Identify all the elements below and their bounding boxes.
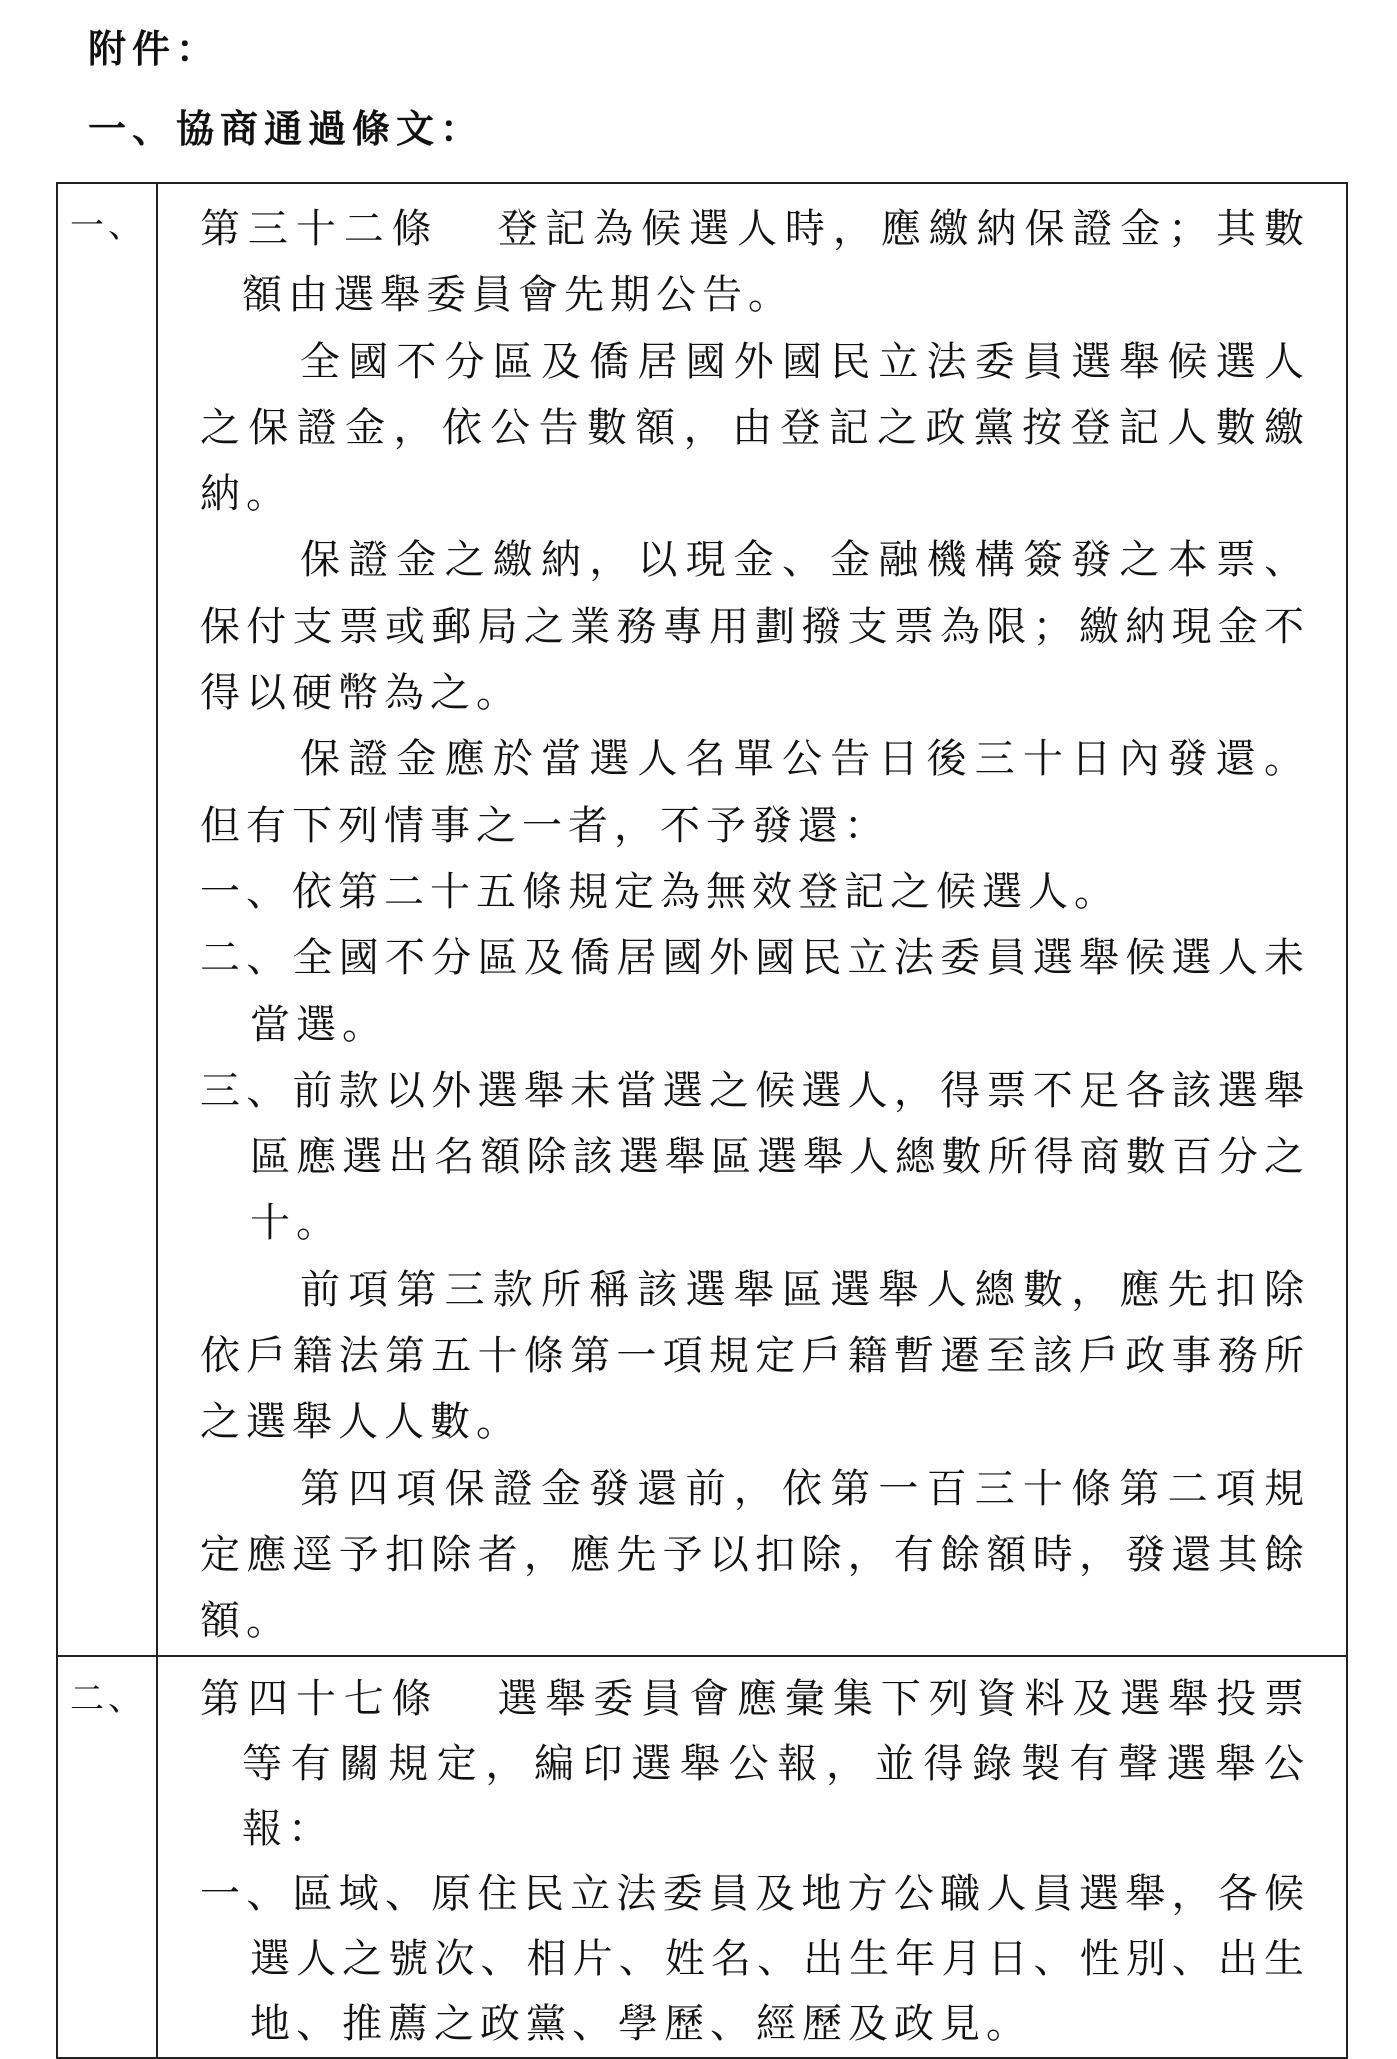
section-title: 一、協商通過條文： bbox=[88, 107, 485, 151]
article-lead-text: 登記為候選人時，應繳納保證金；其數額由選舉委員會先期公告。 bbox=[242, 206, 1311, 319]
table-row bbox=[57, 1656, 1347, 2058]
article-lead-paragraph bbox=[200, 196, 1310, 329]
article-paragraph: 保證金應於當選人名單公告日後三十日內發還。但有下列情事之一者，不予發還： bbox=[200, 736, 1310, 849]
table-row bbox=[57, 183, 1347, 1656]
article-content bbox=[157, 183, 1347, 1656]
article-title: 第四十七條 bbox=[200, 1675, 440, 1722]
article-item: 一、區域、原住民立法委員及地方公職人員選舉，各候選人之號次、相片、姓名、出生年月日、性別、出生地、推薦之政黨、學歷、經歷及政見。 bbox=[200, 1870, 1310, 2047]
article-lead-text: 選舉委員會應彙集下列資料及選舉投票等有關規定，編印選舉公報，並得錄製有聲選舉公報： bbox=[242, 1675, 1311, 1852]
article-item: 二、全國不分區及僑居國外國民立法委員選舉候選人未當選。 bbox=[200, 935, 1310, 1048]
article-title: 第三十二條 bbox=[200, 206, 440, 252]
article-item: 三、前款以外選舉未當選之候選人，得票不足各該選舉區應選出名額除該選舉區選舉人總數所得商數百分之十。 bbox=[200, 1067, 1310, 1247]
article-content bbox=[157, 1656, 1347, 2058]
article-item: 一、依第二十五條規定為無效登記之候選人。 bbox=[200, 868, 1120, 915]
row-number: 二、 bbox=[57, 1656, 157, 2058]
row-number: 一、 bbox=[57, 183, 157, 1656]
article-paragraph: 保證金之繳納，以現金、金融機構簽發之本票、保付支票或郵局之業務專用劃撥支票為限；繳納現金不得以硬幣為之。 bbox=[200, 537, 1310, 717]
article-lead-paragraph bbox=[200, 1667, 1310, 1862]
article-paragraph: 全國不分區及僑居國外國民立法委員選舉候選人之保證金，依公告數額，由登記之政黨按登記人數繳納。 bbox=[200, 338, 1310, 518]
article-paragraph: 前項第三款所稱該選舉區選舉人總數，應先扣除依戶籍法第五十條第一項規定戶籍暫遷至該戶政事務所之選舉人人數。 bbox=[200, 1266, 1310, 1446]
attachment-label: 附件： bbox=[88, 27, 221, 71]
provisions-table bbox=[56, 182, 1348, 2059]
article-paragraph: 第四項保證金發還前，依第一百三十條第二項規定應逕予扣除者，應先予以扣除，有餘額時，發還其餘額。 bbox=[200, 1465, 1310, 1645]
